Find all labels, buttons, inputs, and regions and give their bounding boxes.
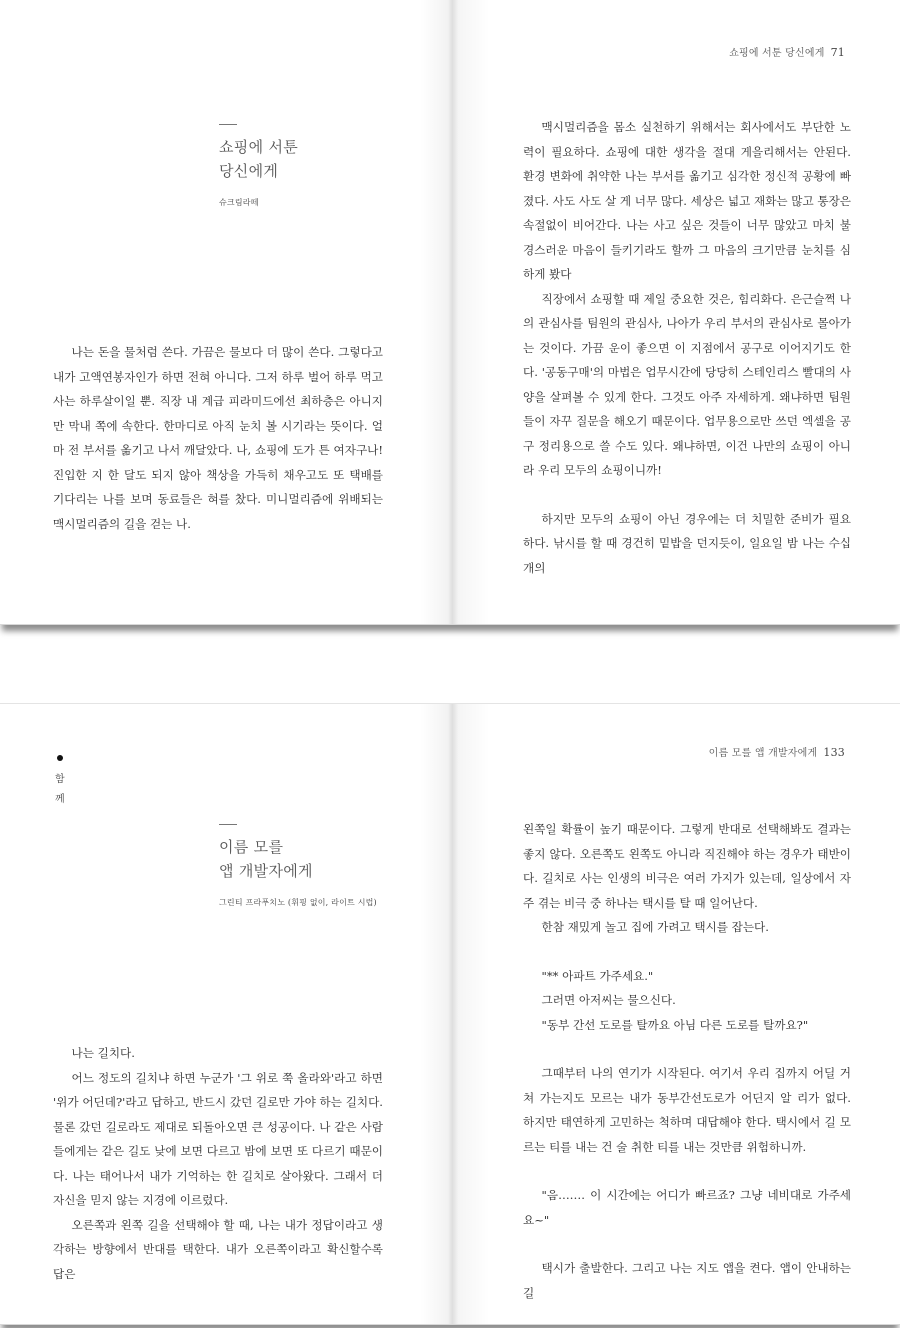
author-name: 그린티 프라푸치노 (휘핑 없이, 라이트 시럽) [219, 898, 377, 907]
dialogue-line: "음……. 이 시간에는 어디가 빠르죠? 그냥 네비대로 가주세요~" [523, 1188, 851, 1227]
running-title: 이름 모를 앱 개발자에게 [708, 748, 818, 759]
essay-title-line: 쇼핑에 서툰 [219, 138, 299, 156]
paragraph: 나는 돈을 물처럼 쓴다. 가끔은 물보다 더 많이 쓴다. 그렇다고 내가 고액연봉자인가 하면 전혀 아니다. 그저 하루 벌어 하루 먹고사는 하루살이일 뿐. 직장 내 계급 피라미드에선 최하층은 아니지만 막내 쪽에 속한다. 한마디로 아직 눈치 볼 시기라는 뜻이다. 얼마 전 부서를 옮기고 나서 깨달았다. 나, 쇼핑에 도가 튼 여자구나! 진입한 지 한 달도 되지 않아 책상을 가득히 채우고도 또 택배를 기다리는 나를 보며 동료들은 혀를 찼다. 미니멀리즘에 위배되는 맥시멀리즘의 길을 걷는 나. [53, 345, 383, 531]
book-spread-1 [0, 0, 900, 625]
bullet-icon [57, 755, 63, 761]
essay-title-block [219, 824, 377, 908]
title-rule [219, 824, 237, 825]
body-text [53, 1041, 383, 1286]
running-header [729, 44, 845, 59]
body-text [523, 817, 851, 1305]
paragraph: 오른쪽과 왼쪽 길을 선택해야 할 때, 나는 내가 정답이라고 생각하는 방향에서 반대를 택한다. 내가 오른쪽이라고 확신할수록 답은 [53, 1217, 383, 1281]
paragraph: 어느 정도의 길치냐 하면 누군가 '그 위로 쭉 올라와'라고 하면 '위가 어딘데?'라고 답하고, 반드시 갔던 길로만 가야 하는 길치다. 물론 갔던 길로라도 제대로 되돌아오면 큰 성공이다. 나 같은 사람들에게는 같은 길도 낮에 보면 다르고 밤에 보면 또 다르기 때문이다. 나는 태어나서 내가 기억하는 한 길치로 살아왔다. 그래서 더 자신을 믿지 않는 지경에 이르렀다. [53, 1070, 383, 1207]
title-rule [219, 124, 237, 125]
essay-title-line: 앱 개발자에게 [219, 862, 313, 880]
dialogue-line: "** 아파트 가주세요." [541, 968, 654, 983]
side-label-char: 함 [55, 774, 65, 785]
essay-title-block [219, 124, 298, 208]
dialogue-line: "동부 간선 도로를 탈까요 아님 다른 도로를 탈까요?" [541, 1017, 809, 1032]
paragraph: 직장에서 쇼핑할 때 제일 중요한 것은, 힘리화다. 은근슬쩍 나의 관심사를 팀원의 관심사, 나아가 우리 부서의 관심사로 몰아가는 것이다. 가끔 운이 좋으면 이 지점에서 공구로 이어지기도 한다. '공동구매'의 마법은 업무시간에 당당히 스테인리스 빨대의 사양을 살펴볼 수 있게 한다. 그것도 아주 자세하게. 왜냐하면 팀원들이 자꾸 질문을 해오기 때문이다. 업무용으로만 쓰던 엑셀을 공구 정리용으로 쓸 수도 있다. 왜냐하면, 이건 나만의 쇼핑이 아니라 우리 모두의 쇼핑이니까! [523, 291, 851, 477]
book-spread-2 [0, 703, 900, 1325]
paragraph: 나는 길치다. [71, 1046, 135, 1060]
left-page [0, 704, 452, 1324]
body-text [523, 115, 851, 580]
right-page [452, 704, 900, 1324]
paragraph: 하지만 모두의 쇼핑이 아닌 경우에는 더 치밀한 준비가 필요하다. 낚시를 할 때 경건히 밑밥을 던지듯이, 일요일 밤 나는 수십 개의 [523, 511, 851, 575]
running-header [709, 744, 845, 759]
author-name: 슈크림라떼 [219, 198, 259, 207]
paragraph: 택시가 출발한다. 그리고 나는 지도 앱을 켠다. 앱이 안내하는 길 [523, 1261, 851, 1300]
paragraph: 왼쪽일 확률이 높기 때문이다. 그렇게 반대로 선택해봐도 결과는 좋지 않다. 오른쪽도 왼쪽도 아니라 직진해야 하는 경우가 태반이다. 길치로 사는 인생의 비극은 여러 가지가 있는데, 일상에서 자주 겪는 비극 중 하나는 택시를 탈 때 일어난다. [523, 822, 851, 910]
paragraph: 그러면 아저씨는 물으신다. [541, 993, 676, 1007]
paragraph: 그때부터 나의 연기가 시작된다. 여기서 우리 집까지 어딜 거쳐 가는지도 모르는 내가 동부간선도로가 어딘지 알 리가 없다. 하지만 태연하게 고민하는 척하며 대답해야 한다. 택시에서 길 모르는 티를 내는 건 술 취한 티를 내는 것만큼 위험하니까. [523, 1066, 851, 1154]
page-number: 71 [830, 46, 845, 59]
body-text [53, 340, 383, 536]
page-number: 133 [823, 746, 845, 759]
side-label-char: 께 [55, 794, 65, 805]
essay-title-line: 당신에게 [219, 162, 279, 180]
essay-title-line: 이름 모를 [219, 838, 284, 856]
paragraph: 한참 재밌게 놀고 집에 가려고 택시를 잡는다. [541, 920, 769, 934]
running-title: 쇼핑에 서툰 당신에게 [729, 48, 825, 59]
left-page [0, 0, 452, 624]
paragraph: 맥시멀리즘을 몸소 실천하기 위해서는 회사에서도 부단한 노력이 필요하다. 쇼핑에 대한 생각을 절대 게을리해서는 안된다. 환경 변화에 취약한 나는 부서를 옮기고 심각한 정신적 공황에 빠졌다. 사도 사도 살 게 너무 많다. 세상은 넓고 재화는 많고 통장은 속절없이 비어간다. 나는 사고 싶은 것들이 너무 많았고 마치 불경스러운 마음이 들키기라도 할까 그 마음의 크기만큼 눈치를 심하게 봤다 [523, 120, 851, 281]
right-page [452, 0, 900, 624]
